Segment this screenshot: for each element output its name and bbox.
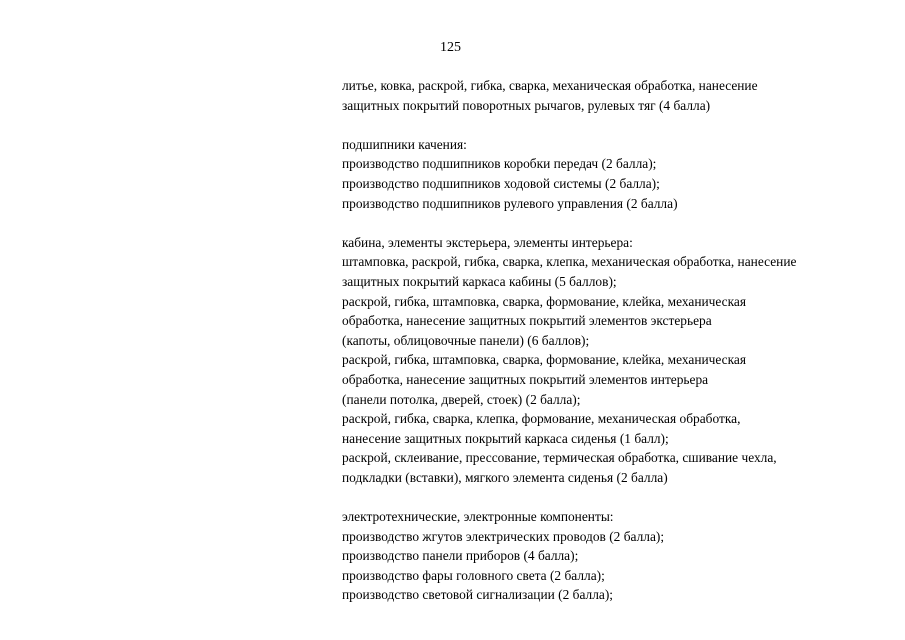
text-line: производство подшипников рулевого управления (2 балла) — [342, 195, 678, 211]
text-line: производство подшипников коробки передач (2 балла); — [342, 156, 657, 172]
text-line: производство панели приборов (4 балла); — [342, 548, 579, 564]
document-body — [342, 76, 887, 605]
text-line: защитных покрытий поворотных рычагов, рулевых тяг (4 балла) — [342, 97, 711, 113]
text-line: раскрой, склеивание, прессование, термическая обработка, сшивание чехла, — [342, 450, 777, 466]
text-line: литье, ковка, раскрой, гибка, сварка, механическая обработка, нанесение — [342, 78, 758, 93]
paragraph — [342, 233, 887, 488]
text-line: обработка, нанесение защитных покрытий элементов экстерьера — [342, 313, 712, 329]
text-line: подшипники качения: — [342, 136, 467, 152]
paragraph — [342, 507, 887, 605]
paragraph-gap — [342, 213, 887, 233]
text-line: кабина, элементы экстерьера, элементы интерьера: — [342, 234, 633, 250]
text-line: раскрой, гибка, штамповка, сварка, формование, клейка, механическая — [342, 293, 747, 309]
text-line: раскрой, гибка, сварка, клепка, формование, механическая обработка, — [342, 411, 741, 427]
text-line: производство световой сигнализации (2 балла); — [342, 587, 613, 603]
paragraph — [342, 76, 887, 115]
paragraph — [342, 135, 887, 213]
page-number: 125 — [440, 40, 461, 55]
text-line: нанесение защитных покрытий каркаса сиденья (1 балл); — [342, 430, 669, 446]
text-line: производство жгутов электрических проводов (2 балла); — [342, 528, 665, 544]
text-line: производство фары головного света (2 балла); — [342, 567, 605, 583]
paragraph-gap — [342, 487, 887, 507]
text-line: штамповка, раскрой, гибка, сварка, клепка, механическая обработка, нанесение — [342, 254, 797, 270]
text-line: производство подшипников ходовой системы (2 балла); — [342, 175, 660, 191]
text-line: (панели потолка, дверей, стоек) (2 балла); — [342, 391, 581, 407]
text-line: электротехнические, электронные компоненты: — [342, 509, 614, 525]
paragraph-gap — [342, 115, 887, 135]
text-line: (капоты, облицовочные панели) (6 баллов); — [342, 332, 590, 348]
text-line: обработка, нанесение защитных покрытий элементов интерьера — [342, 371, 709, 387]
text-line: раскрой, гибка, штамповка, сварка, формование, клейка, механическая — [342, 352, 747, 368]
text-line: подкладки (вставки), мягкого элемента сиденья (2 балла) — [342, 469, 668, 485]
text-line: защитных покрытий каркаса кабины (5 баллов); — [342, 273, 617, 289]
